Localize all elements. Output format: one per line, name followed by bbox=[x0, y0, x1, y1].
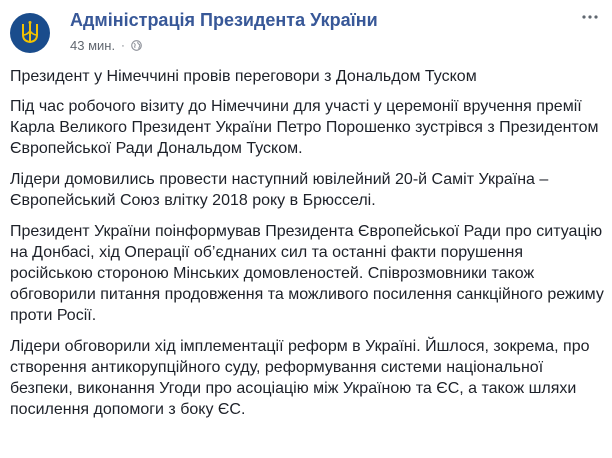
post-meta bbox=[70, 38, 378, 53]
post-timestamp[interactable]: 43 мин. bbox=[70, 38, 116, 53]
avatar[interactable] bbox=[10, 13, 50, 53]
header-text bbox=[70, 9, 378, 53]
post-paragraph: Лідери обговорили хід імплементації реформ в Україні. Йшлося, зокрема, про створення антикорупційного суду, реформування системи національної безпеки, виконання Угоди про асоціацію між Україною та ЄС, а також шляхи посилення допомоги з боку ЄС. bbox=[10, 338, 590, 418]
post-body bbox=[10, 66, 606, 430]
post-paragraph: Президент України поінформував Президента Європейської Ради про ситуацію на Донбасі, хід Операції об’єднаних сил та останні факти порушення російською стороною Мінських домовленостей. Співрозмовники також обговорили питання продовження та можливого посилення санкційного режиму проти Росії. bbox=[10, 223, 604, 324]
page-name-link[interactable]: Адміністрація Президента України bbox=[70, 10, 378, 30]
coat-of-arms-icon bbox=[19, 20, 41, 46]
globe-icon[interactable] bbox=[131, 40, 142, 51]
meta-separator: · bbox=[121, 39, 125, 52]
post-paragraph-title: Президент у Німеччині провів переговори з Дональдом Туском bbox=[10, 68, 477, 85]
more-options-button[interactable] bbox=[580, 10, 600, 24]
post-header bbox=[10, 9, 378, 53]
post-paragraph: Під час робочого візиту до Німеччини для участі у церемонії вручення премії Карла Великого Президент України Петро Порошенко зустрівся з Президентом Європейської Ради Дональдом Туском. bbox=[10, 98, 599, 157]
post-paragraph: Лідери домовились провести наступний ювілейний 20-й Саміт Україна – Європейський Союз влітку 2018 року в Брюсселі. bbox=[10, 171, 549, 209]
ellipsis-icon bbox=[582, 15, 598, 19]
